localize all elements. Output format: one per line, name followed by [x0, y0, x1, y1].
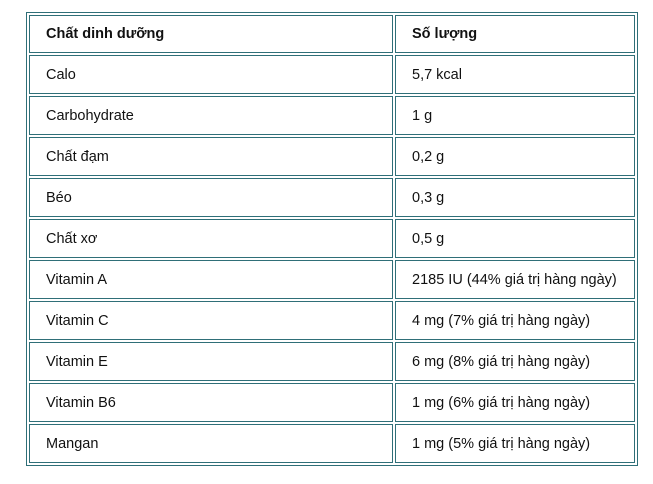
amount-cell: 1 mg (6% giá trị hàng ngày) [395, 383, 635, 422]
amount-cell: 5,7 kcal [395, 55, 635, 94]
nutrient-cell: Carbohydrate [29, 96, 393, 135]
table-row [29, 342, 635, 381]
table-row [29, 137, 635, 176]
nutrient-cell: Vitamin C [29, 301, 393, 340]
amount-cell: 4 mg (7% giá trị hàng ngày) [395, 301, 635, 340]
amount-cell: 1 mg (5% giá trị hàng ngày) [395, 424, 635, 463]
table-row [29, 383, 635, 422]
table-row [29, 178, 635, 217]
table-row [29, 301, 635, 340]
nutrient-cell: Mangan [29, 424, 393, 463]
amount-cell: 6 mg (8% giá trị hàng ngày) [395, 342, 635, 381]
table-row [29, 55, 635, 94]
table-row [29, 96, 635, 135]
amount-cell: 0,5 g [395, 219, 635, 258]
nutrient-cell: Calo [29, 55, 393, 94]
nutrient-cell: Béo [29, 178, 393, 217]
nutrient-cell: Vitamin A [29, 260, 393, 299]
amount-cell: 2185 IU (44% giá trị hàng ngày) [395, 260, 635, 299]
nutrition-table-container [26, 12, 638, 466]
table-header-row [29, 15, 635, 53]
amount-cell: 0,2 g [395, 137, 635, 176]
nutrient-cell: Chất đạm [29, 137, 393, 176]
header-amount: Số lượng [395, 15, 635, 53]
header-nutrient: Chất dinh dưỡng [29, 15, 393, 53]
amount-cell: 1 g [395, 96, 635, 135]
table-row [29, 260, 635, 299]
nutrition-table [27, 13, 637, 465]
table-row [29, 424, 635, 463]
nutrient-cell: Chất xơ [29, 219, 393, 258]
nutrient-cell: Vitamin E [29, 342, 393, 381]
nutrient-cell: Vitamin B6 [29, 383, 393, 422]
table-row [29, 219, 635, 258]
amount-cell: 0,3 g [395, 178, 635, 217]
